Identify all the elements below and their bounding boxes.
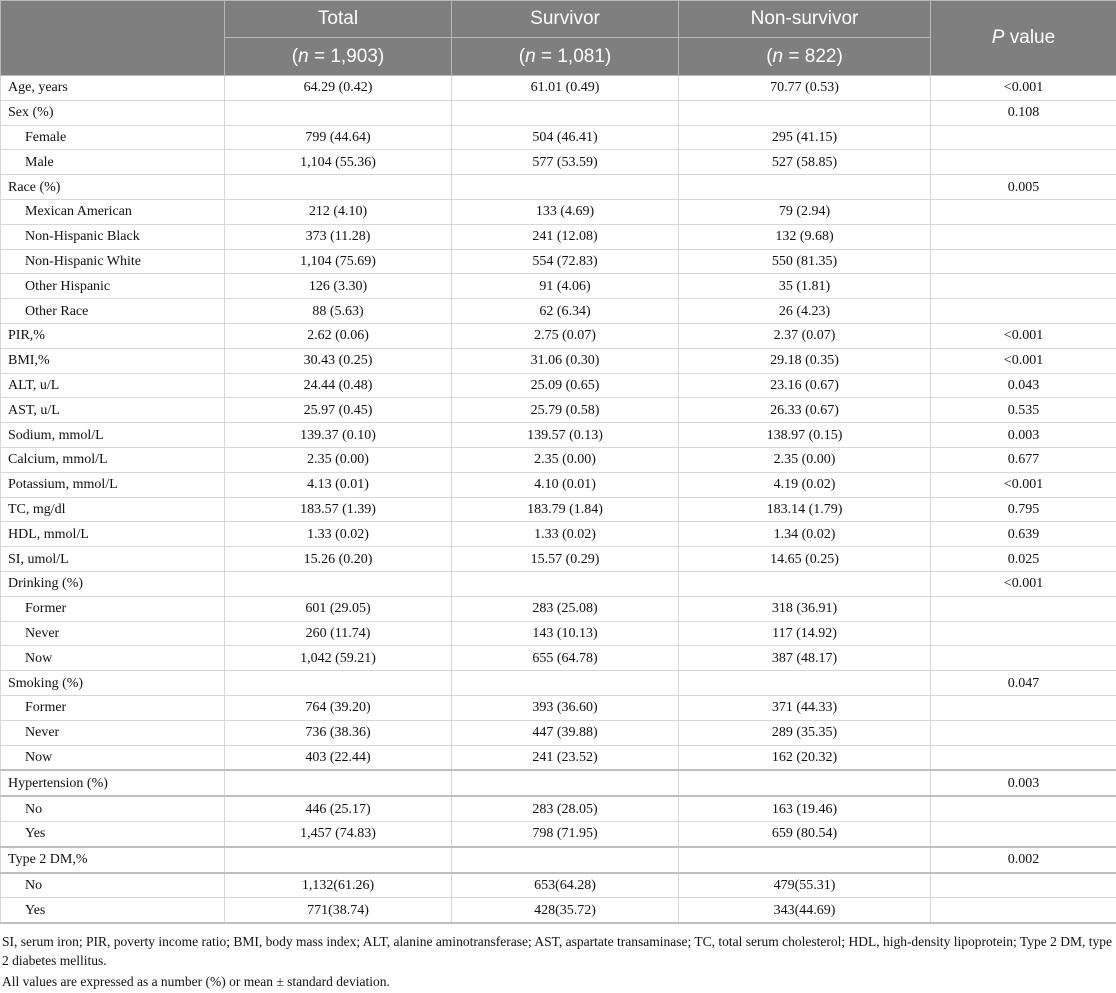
header-survivor-n bbox=[452, 38, 679, 76]
table-row bbox=[1, 447, 1116, 472]
nonsurvivor-cell bbox=[679, 175, 931, 200]
total-cell: 260 (11.74) bbox=[225, 621, 452, 646]
row-label: Never bbox=[1, 621, 225, 646]
survivor-cell: 4.10 (0.01) bbox=[452, 472, 679, 497]
total-cell bbox=[225, 770, 452, 796]
survivor-cell: 798 (71.95) bbox=[452, 821, 679, 846]
row-label: Now bbox=[1, 745, 225, 770]
table-row bbox=[1, 125, 1116, 150]
header-blank-cell bbox=[1, 1, 225, 76]
survivor-cell: 241 (12.08) bbox=[452, 224, 679, 249]
row-label: Yes bbox=[1, 821, 225, 846]
nonsurvivor-cell: 79 (2.94) bbox=[679, 199, 931, 224]
nonsurvivor-cell bbox=[679, 847, 931, 873]
nonsurvivor-cell: 318 (36.91) bbox=[679, 596, 931, 621]
header-total: Total bbox=[225, 1, 452, 38]
survivor-cell: 133 (4.69) bbox=[452, 199, 679, 224]
table-row bbox=[1, 472, 1116, 497]
table-row bbox=[1, 770, 1116, 796]
n-open-paren: ( bbox=[292, 46, 298, 67]
table-row bbox=[1, 175, 1116, 200]
row-label: Mexican American bbox=[1, 199, 225, 224]
nonsurvivor-cell bbox=[679, 571, 931, 596]
nonsurvivor-cell: 343(44.69) bbox=[679, 898, 931, 923]
row-label: PIR,% bbox=[1, 323, 225, 348]
survivor-cell: 62 (6.34) bbox=[452, 299, 679, 324]
survivor-cell: 2.35 (0.00) bbox=[452, 447, 679, 472]
p-value-cell bbox=[931, 224, 1116, 249]
row-label: Drinking (%) bbox=[1, 571, 225, 596]
nonsurvivor-cell: 1.34 (0.02) bbox=[679, 522, 931, 547]
table-row bbox=[1, 100, 1116, 125]
n-close-paren: ) bbox=[836, 46, 842, 67]
row-label: Sodium, mmol/L bbox=[1, 423, 225, 448]
total-cell: 30.43 (0.25) bbox=[225, 348, 452, 373]
row-label: Former bbox=[1, 695, 225, 720]
nonsurvivor-n-value: 822 bbox=[805, 46, 837, 67]
table-row bbox=[1, 571, 1116, 596]
table-row bbox=[1, 398, 1116, 423]
total-cell: 403 (22.44) bbox=[225, 745, 452, 770]
p-value-cell: 0.639 bbox=[931, 522, 1116, 547]
nonsurvivor-cell: 183.14 (1.79) bbox=[679, 497, 931, 522]
total-cell: 1,042 (59.21) bbox=[225, 646, 452, 671]
total-cell: 799 (44.64) bbox=[225, 125, 452, 150]
total-cell: 88 (5.63) bbox=[225, 299, 452, 324]
row-label: Non-Hispanic Black bbox=[1, 224, 225, 249]
total-cell: 764 (39.20) bbox=[225, 695, 452, 720]
n-open-paren: ( bbox=[766, 46, 772, 67]
p-value-cell: <0.001 bbox=[931, 472, 1116, 497]
n-equals: = bbox=[309, 46, 331, 67]
total-cell: 64.29 (0.42) bbox=[225, 76, 452, 101]
row-label: Hypertension (%) bbox=[1, 770, 225, 796]
row-label: Smoking (%) bbox=[1, 671, 225, 696]
row-label: Former bbox=[1, 596, 225, 621]
survivor-cell bbox=[452, 770, 679, 796]
p-value-cell bbox=[931, 274, 1116, 299]
nonsurvivor-cell: 2.37 (0.07) bbox=[679, 323, 931, 348]
survivor-cell: 25.79 (0.58) bbox=[452, 398, 679, 423]
nonsurvivor-cell: 117 (14.92) bbox=[679, 621, 931, 646]
row-label: Other Race bbox=[1, 299, 225, 324]
table-row bbox=[1, 873, 1116, 898]
p-value-cell: 0.535 bbox=[931, 398, 1116, 423]
p-value-cell bbox=[931, 646, 1116, 671]
nonsurvivor-cell: 14.65 (0.25) bbox=[679, 547, 931, 572]
table-footnotes bbox=[0, 924, 1116, 991]
row-label: BMI,% bbox=[1, 348, 225, 373]
table-row bbox=[1, 150, 1116, 175]
survivor-cell: 25.09 (0.65) bbox=[452, 373, 679, 398]
row-label: No bbox=[1, 873, 225, 898]
nonsurvivor-cell: 23.16 (0.67) bbox=[679, 373, 931, 398]
header-nonsurvivor-n bbox=[679, 38, 931, 76]
total-cell: 126 (3.30) bbox=[225, 274, 452, 299]
table-header bbox=[1, 1, 1116, 76]
nonsurvivor-cell: 289 (35.35) bbox=[679, 720, 931, 745]
table-row bbox=[1, 274, 1116, 299]
header-nonsurvivor: Non-survivor bbox=[679, 1, 931, 38]
nonsurvivor-cell: 387 (48.17) bbox=[679, 646, 931, 671]
survivor-cell: 428(35.72) bbox=[452, 898, 679, 923]
row-label: Type 2 DM,% bbox=[1, 847, 225, 873]
row-label: Race (%) bbox=[1, 175, 225, 200]
total-cell: 1,104 (55.36) bbox=[225, 150, 452, 175]
header-p-letter: P bbox=[992, 27, 1005, 48]
total-cell: 15.26 (0.20) bbox=[225, 547, 452, 572]
p-value-cell bbox=[931, 745, 1116, 770]
p-value-cell: 0.795 bbox=[931, 497, 1116, 522]
n-close-paren: ) bbox=[378, 46, 384, 67]
survivor-cell: 577 (53.59) bbox=[452, 150, 679, 175]
survivor-cell: 241 (23.52) bbox=[452, 745, 679, 770]
table-row bbox=[1, 898, 1116, 923]
table-row bbox=[1, 547, 1116, 572]
table-row bbox=[1, 423, 1116, 448]
table-row bbox=[1, 796, 1116, 821]
survivor-n-value: 1,081 bbox=[557, 46, 605, 67]
total-cell: 2.35 (0.00) bbox=[225, 447, 452, 472]
table-body bbox=[1, 76, 1116, 924]
table-row bbox=[1, 596, 1116, 621]
nonsurvivor-cell: 35 (1.81) bbox=[679, 274, 931, 299]
p-value-cell bbox=[931, 299, 1116, 324]
table-row bbox=[1, 224, 1116, 249]
row-label: Sex (%) bbox=[1, 100, 225, 125]
total-cell: 736 (38.36) bbox=[225, 720, 452, 745]
table-row bbox=[1, 348, 1116, 373]
nonsurvivor-cell: 4.19 (0.02) bbox=[679, 472, 931, 497]
table-row bbox=[1, 76, 1116, 101]
total-cell: 373 (11.28) bbox=[225, 224, 452, 249]
table-row bbox=[1, 646, 1116, 671]
table-row bbox=[1, 323, 1116, 348]
p-value-cell bbox=[931, 125, 1116, 150]
table-row bbox=[1, 695, 1116, 720]
table-row bbox=[1, 199, 1116, 224]
p-value-cell bbox=[931, 199, 1116, 224]
p-value-cell: 0.003 bbox=[931, 423, 1116, 448]
p-value-cell bbox=[931, 249, 1116, 274]
nonsurvivor-cell: 26.33 (0.67) bbox=[679, 398, 931, 423]
survivor-cell: 554 (72.83) bbox=[452, 249, 679, 274]
p-value-cell: 0.677 bbox=[931, 447, 1116, 472]
header-p-value bbox=[931, 1, 1116, 76]
row-label: SI, umol/L bbox=[1, 547, 225, 572]
p-value-cell bbox=[931, 596, 1116, 621]
total-cell: 1,457 (74.83) bbox=[225, 821, 452, 846]
table-row bbox=[1, 847, 1116, 873]
p-value-cell: <0.001 bbox=[931, 76, 1116, 101]
row-label: Non-Hispanic White bbox=[1, 249, 225, 274]
p-value-cell: 0.003 bbox=[931, 770, 1116, 796]
survivor-cell bbox=[452, 100, 679, 125]
nonsurvivor-cell: 2.35 (0.00) bbox=[679, 447, 931, 472]
nonsurvivor-cell: 70.77 (0.53) bbox=[679, 76, 931, 101]
p-value-cell bbox=[931, 796, 1116, 821]
survivor-cell: 393 (36.60) bbox=[452, 695, 679, 720]
table-row bbox=[1, 621, 1116, 646]
survivor-cell: 2.75 (0.07) bbox=[452, 323, 679, 348]
survivor-cell: 61.01 (0.49) bbox=[452, 76, 679, 101]
table-row bbox=[1, 821, 1116, 846]
survivor-cell: 504 (46.41) bbox=[452, 125, 679, 150]
nonsurvivor-cell: 550 (81.35) bbox=[679, 249, 931, 274]
nonsurvivor-cell: 479(55.31) bbox=[679, 873, 931, 898]
survivor-cell: 31.06 (0.30) bbox=[452, 348, 679, 373]
row-label: HDL, mmol/L bbox=[1, 522, 225, 547]
nonsurvivor-cell: 527 (58.85) bbox=[679, 150, 931, 175]
total-cell: 446 (25.17) bbox=[225, 796, 452, 821]
p-value-cell: 0.108 bbox=[931, 100, 1116, 125]
p-value-cell: 0.005 bbox=[931, 175, 1116, 200]
nonsurvivor-cell: 29.18 (0.35) bbox=[679, 348, 931, 373]
abbreviations-note: SI, serum iron; PIR, poverty income ratio; BMI, body mass index; ALT, alanine aminotransferase; AST, aspartate transaminase; TC, total serum cholesterol; HDL, high-density lipoprotein; Type 2 DM, type 2 diabetes mellitus. bbox=[2, 932, 1114, 970]
nonsurvivor-cell bbox=[679, 671, 931, 696]
total-cell: 771(38.74) bbox=[225, 898, 452, 923]
header-survivor: Survivor bbox=[452, 1, 679, 38]
total-n-value: 1,903 bbox=[330, 46, 378, 67]
total-cell: 1,132(61.26) bbox=[225, 873, 452, 898]
table-row bbox=[1, 745, 1116, 770]
total-cell: 601 (29.05) bbox=[225, 596, 452, 621]
n-letter: n bbox=[773, 46, 784, 67]
nonsurvivor-cell: 138.97 (0.15) bbox=[679, 423, 931, 448]
nonsurvivor-cell bbox=[679, 770, 931, 796]
row-label: Other Hispanic bbox=[1, 274, 225, 299]
n-close-paren: ) bbox=[605, 46, 611, 67]
row-label: Never bbox=[1, 720, 225, 745]
header-total-n bbox=[225, 38, 452, 76]
p-value-cell: 0.047 bbox=[931, 671, 1116, 696]
nonsurvivor-cell: 163 (19.46) bbox=[679, 796, 931, 821]
p-value-cell bbox=[931, 720, 1116, 745]
table-row bbox=[1, 497, 1116, 522]
header-p-rest: value bbox=[1004, 27, 1055, 48]
total-cell bbox=[225, 671, 452, 696]
row-label: AST, u/L bbox=[1, 398, 225, 423]
total-cell: 212 (4.10) bbox=[225, 199, 452, 224]
total-cell: 139.37 (0.10) bbox=[225, 423, 452, 448]
total-cell: 4.13 (0.01) bbox=[225, 472, 452, 497]
survivor-cell: 653(64.28) bbox=[452, 873, 679, 898]
survivor-cell: 183.79 (1.84) bbox=[452, 497, 679, 522]
survivor-cell: 15.57 (0.29) bbox=[452, 547, 679, 572]
table-row bbox=[1, 373, 1116, 398]
table-row bbox=[1, 671, 1116, 696]
nonsurvivor-cell: 659 (80.54) bbox=[679, 821, 931, 846]
total-cell: 2.62 (0.06) bbox=[225, 323, 452, 348]
p-value-cell bbox=[931, 898, 1116, 923]
p-value-cell bbox=[931, 821, 1116, 846]
survivor-cell: 283 (25.08) bbox=[452, 596, 679, 621]
row-label: Yes bbox=[1, 898, 225, 923]
n-equals: = bbox=[536, 46, 558, 67]
total-cell bbox=[225, 847, 452, 873]
nonsurvivor-cell: 295 (41.15) bbox=[679, 125, 931, 150]
survivor-cell bbox=[452, 175, 679, 200]
survivor-cell: 139.57 (0.13) bbox=[452, 423, 679, 448]
row-label: Male bbox=[1, 150, 225, 175]
survivor-cell: 447 (39.88) bbox=[452, 720, 679, 745]
total-cell bbox=[225, 100, 452, 125]
survivor-cell: 143 (10.13) bbox=[452, 621, 679, 646]
total-cell: 1,104 (75.69) bbox=[225, 249, 452, 274]
p-value-cell: 0.025 bbox=[931, 547, 1116, 572]
nonsurvivor-cell: 26 (4.23) bbox=[679, 299, 931, 324]
row-label: TC, mg/dl bbox=[1, 497, 225, 522]
survivor-cell: 91 (4.06) bbox=[452, 274, 679, 299]
survivor-cell: 283 (28.05) bbox=[452, 796, 679, 821]
p-value-cell bbox=[931, 695, 1116, 720]
nonsurvivor-cell: 132 (9.68) bbox=[679, 224, 931, 249]
total-cell: 24.44 (0.48) bbox=[225, 373, 452, 398]
table-row bbox=[1, 522, 1116, 547]
p-value-cell: <0.001 bbox=[931, 571, 1116, 596]
n-open-paren: ( bbox=[519, 46, 525, 67]
total-cell bbox=[225, 175, 452, 200]
survivor-cell bbox=[452, 671, 679, 696]
table-row bbox=[1, 249, 1116, 274]
row-label: Calcium, mmol/L bbox=[1, 447, 225, 472]
table-row bbox=[1, 720, 1116, 745]
p-value-cell: 0.043 bbox=[931, 373, 1116, 398]
p-value-cell bbox=[931, 873, 1116, 898]
survivor-cell bbox=[452, 847, 679, 873]
values-note: All values are expressed as a number (%) or mean ± standard deviation. bbox=[2, 972, 1114, 991]
row-label: Female bbox=[1, 125, 225, 150]
n-letter: n bbox=[525, 46, 536, 67]
total-cell: 1.33 (0.02) bbox=[225, 522, 452, 547]
row-label: ALT, u/L bbox=[1, 373, 225, 398]
survivor-cell bbox=[452, 571, 679, 596]
row-label: No bbox=[1, 796, 225, 821]
row-label: Potassium, mmol/L bbox=[1, 472, 225, 497]
n-equals: = bbox=[783, 46, 805, 67]
p-value-cell: <0.001 bbox=[931, 323, 1116, 348]
total-cell: 25.97 (0.45) bbox=[225, 398, 452, 423]
total-cell: 183.57 (1.39) bbox=[225, 497, 452, 522]
nonsurvivor-cell: 162 (20.32) bbox=[679, 745, 931, 770]
nonsurvivor-cell: 371 (44.33) bbox=[679, 695, 931, 720]
p-value-cell: 0.002 bbox=[931, 847, 1116, 873]
nonsurvivor-cell bbox=[679, 100, 931, 125]
table-row bbox=[1, 299, 1116, 324]
survivor-cell: 1.33 (0.02) bbox=[452, 522, 679, 547]
n-letter: n bbox=[298, 46, 309, 67]
p-value-cell bbox=[931, 621, 1116, 646]
survivor-cell: 655 (64.78) bbox=[452, 646, 679, 671]
row-label: Age, years bbox=[1, 76, 225, 101]
row-label: Now bbox=[1, 646, 225, 671]
p-value-cell bbox=[931, 150, 1116, 175]
total-cell bbox=[225, 571, 452, 596]
p-value-cell: <0.001 bbox=[931, 348, 1116, 373]
